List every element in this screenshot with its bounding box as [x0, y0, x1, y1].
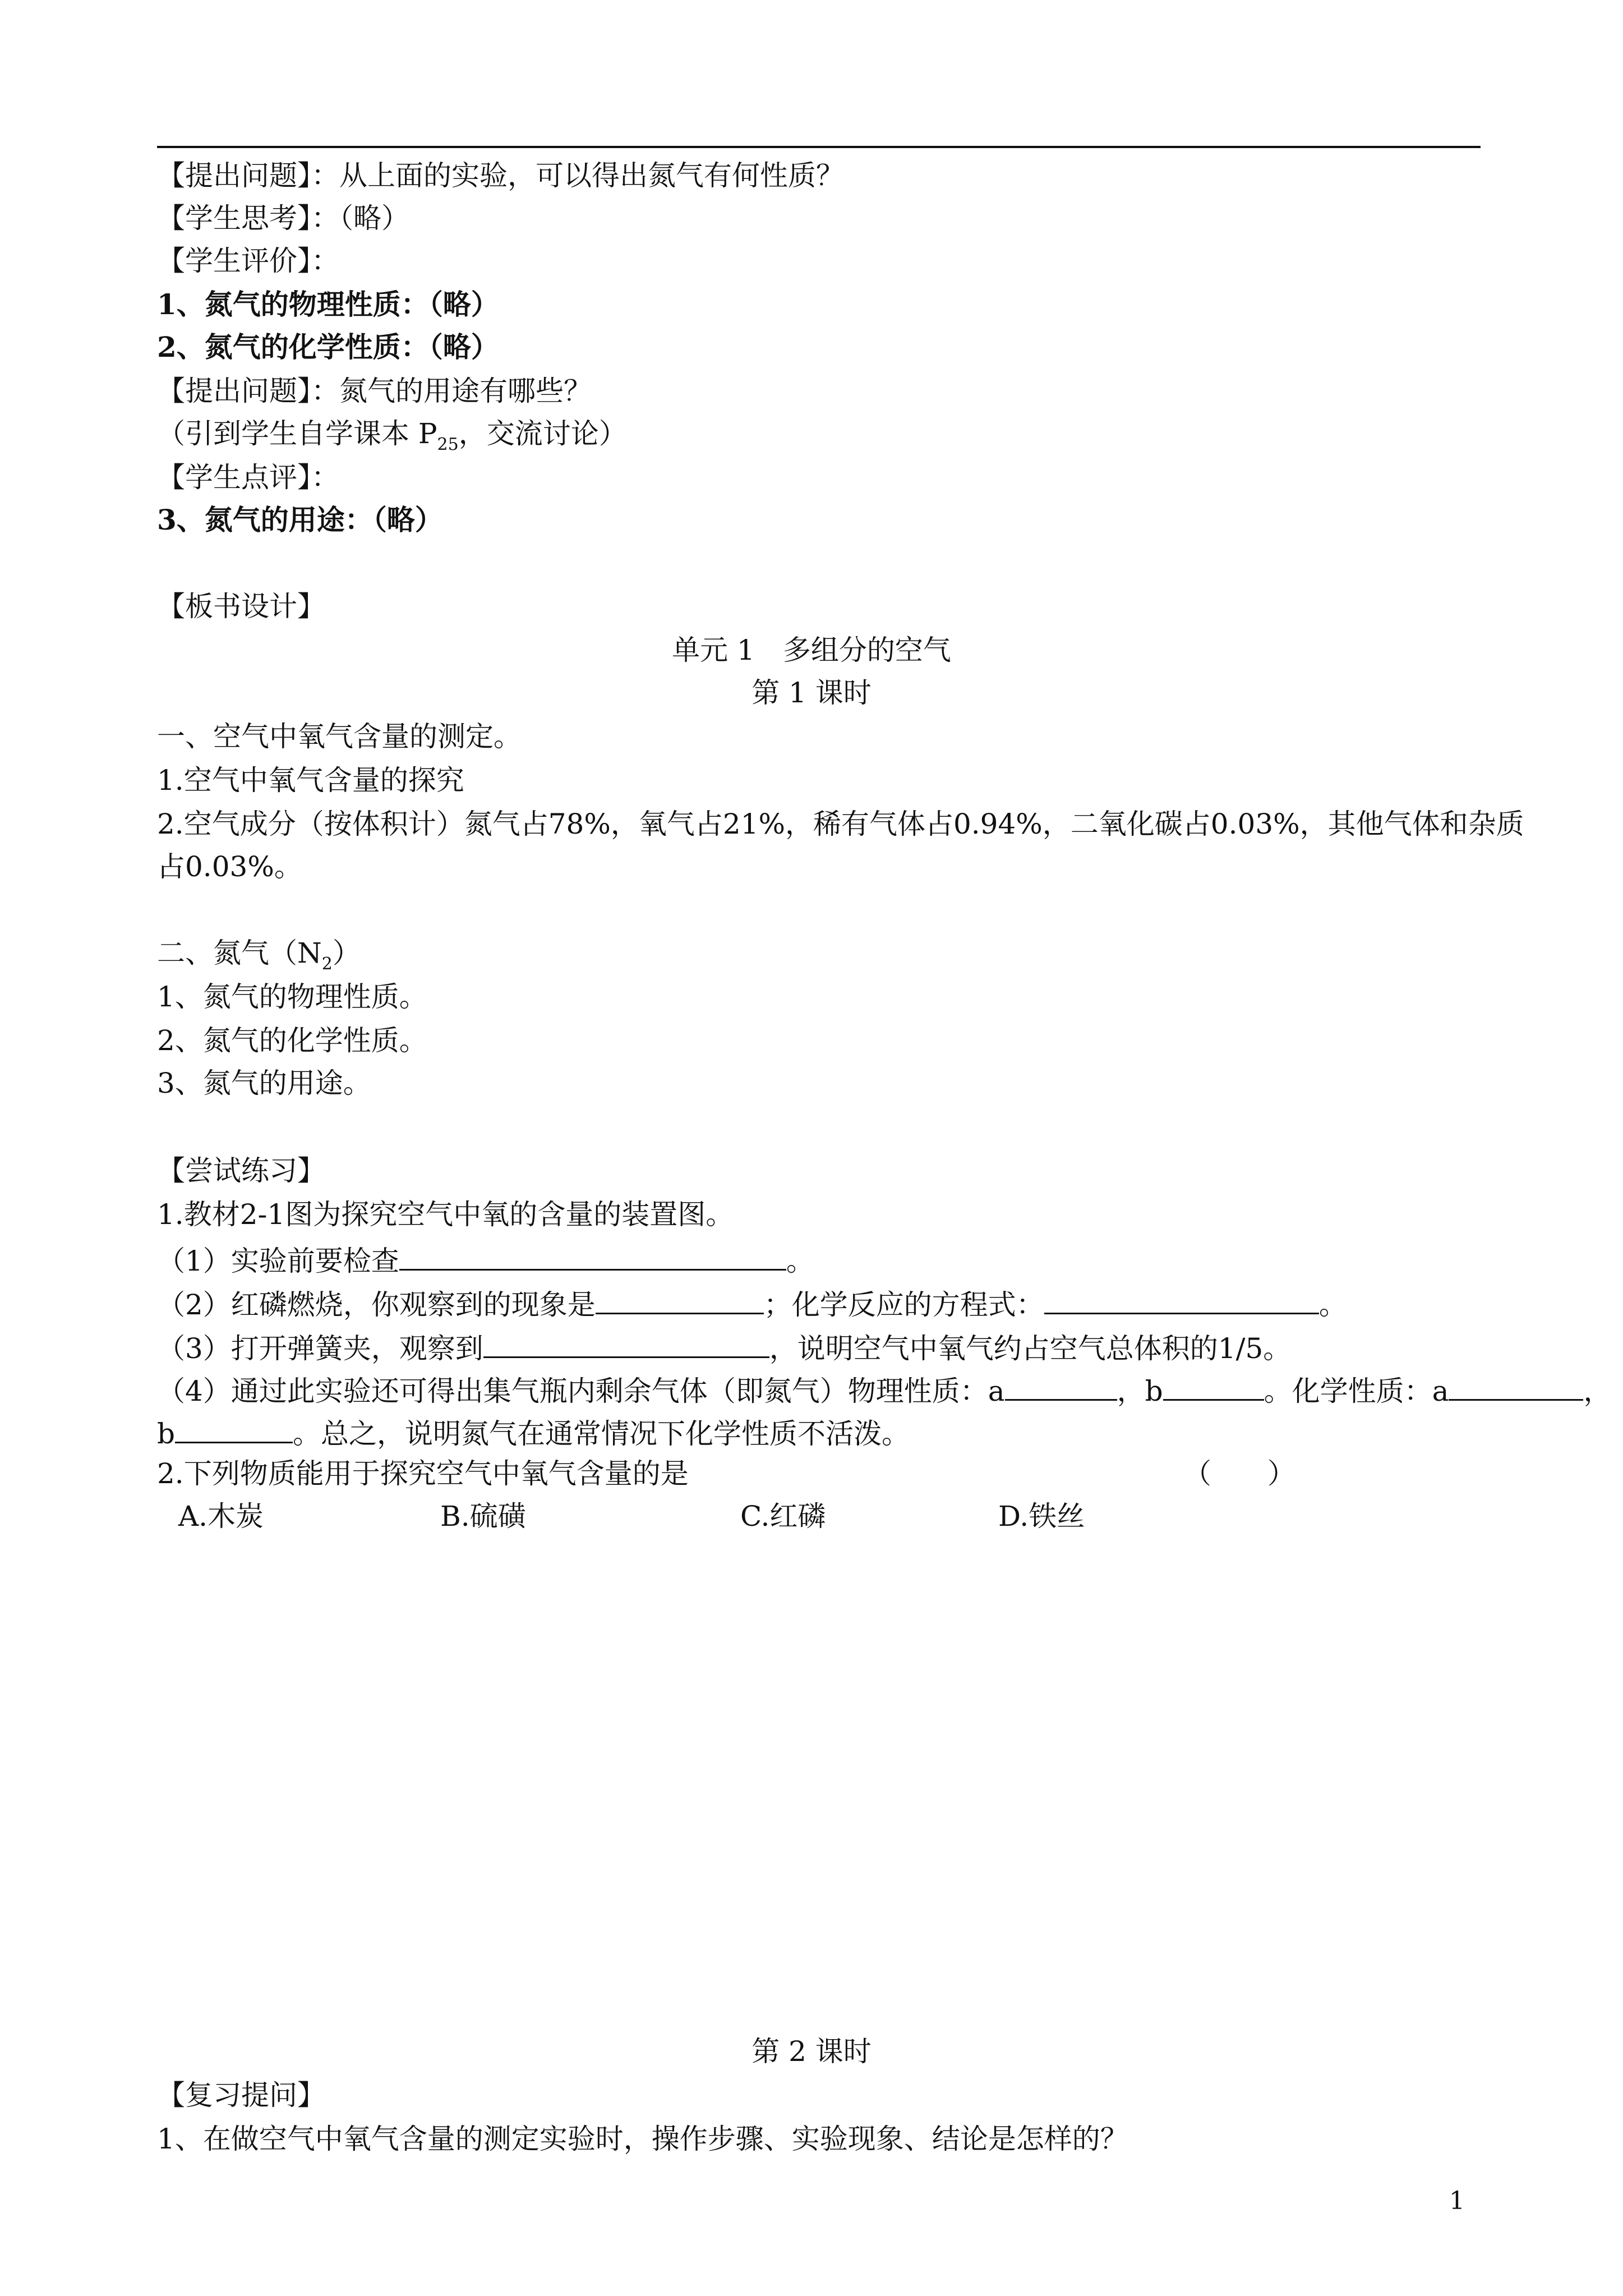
n2-subscript: 2 — [321, 954, 333, 974]
practice-question-1-part-4-cont — [157, 1417, 910, 1448]
section-1-heading: 一、空气中氧气含量的测定。 — [157, 720, 522, 753]
page-number: 1 — [1449, 2187, 1465, 2215]
self-study-text-end: ，交流讨论） — [458, 417, 627, 450]
header-rule — [157, 146, 1481, 148]
q1-3-text: （3）打开弹簧夹，观察到 — [157, 1332, 483, 1365]
intro-self-study — [157, 417, 627, 454]
page-subscript: 25 — [437, 435, 459, 454]
q1-2-text: （2）红磷燃烧，你观察到的现象是 — [157, 1289, 596, 1321]
intro-uses: 3、氮气的用途：（略） — [157, 503, 443, 536]
practice-heading: 【尝试练习】 — [157, 1154, 325, 1187]
q1-2-mid: ；化学反应的方程式： — [763, 1289, 1044, 1321]
answer-blank-equation[interactable] — [1044, 1288, 1319, 1314]
q1-5-b: b — [157, 1418, 176, 1450]
practice-question-1-part-3 — [157, 1332, 1291, 1363]
q1-1-end: 。 — [786, 1245, 814, 1277]
option-a: A.木炭 — [178, 1500, 264, 1533]
lesson-1-title: 第 1 课时 — [751, 677, 872, 709]
self-study-text: （引到学生自学课本 P — [157, 417, 437, 450]
answer-blank-phenomenon[interactable] — [596, 1288, 764, 1314]
intro-chemical-property: 2、氮气的化学性质：（略） — [157, 330, 499, 364]
section-2-item-1: 1、氮气的物理性质。 — [157, 981, 427, 1013]
option-b: B.硫磺 — [440, 1500, 526, 1533]
section-1-item-2: 2.空气成分（按体积计）氮气占78%，氧气占21%，稀有气体占0.94%，二氧化碳占0.03%，其他气体和杂质 — [157, 808, 1524, 840]
answer-blank-chemical-b[interactable] — [175, 1417, 293, 1443]
section-1-item-1: 1.空气中氧气含量的探究 — [157, 764, 464, 797]
intro-physical-property: 1、氮气的物理性质：（略） — [157, 288, 499, 321]
q1-4-chem: 。化学性质：a — [1264, 1375, 1449, 1407]
q1-4-text: （4）通过此实验还可得出集气瓶内剩余气体（即氮气）物理性质：a — [157, 1375, 1005, 1407]
section-2-text: 二、氮气（N — [157, 937, 322, 969]
q1-4-b: ，b — [1117, 1375, 1163, 1407]
q1-2-end: 。 — [1318, 1289, 1347, 1321]
lesson-2-title: 第 2 课时 — [751, 2035, 872, 2068]
q1-4-end: ， — [1583, 1375, 1612, 1407]
practice-question-1-part-1 — [157, 1244, 814, 1275]
practice-question-2: 2.下列物质能用于探究空气中氧气含量的是 — [157, 1457, 689, 1490]
intro-student-comment: 【学生点评】： — [157, 461, 339, 494]
practice-question-1-part-2 — [157, 1288, 1347, 1319]
section-2-heading — [157, 939, 361, 973]
option-d: D.铁丝 — [998, 1500, 1085, 1533]
unit-title: 单元 1 多组分的空气 — [672, 634, 951, 666]
intro-question-properties: 【提出问题】：从上面的实验，可以得出氮气有何性质？ — [157, 159, 844, 192]
answer-blank-physical-a[interactable] — [1005, 1374, 1117, 1401]
answer-blank-check[interactable] — [399, 1244, 786, 1271]
section-1-item-2-cont: 占0.03%。 — [157, 850, 302, 883]
intro-question-uses: 【提出问题】：氮气的用途有哪些？ — [157, 375, 592, 407]
review-question-1: 1、在做空气中氧气含量的测定实验时，操作步骤、实验现象、结论是怎样的？ — [157, 2123, 1128, 2155]
answer-blank-physical-b[interactable] — [1163, 1374, 1264, 1401]
intro-student-think: 【学生思考】：（略） — [157, 202, 409, 234]
q1-1-text: （1）实验前要检查 — [157, 1245, 399, 1277]
answer-paren[interactable]: （ ） — [1183, 1457, 1295, 1490]
board-heading: 【板书设计】 — [157, 590, 325, 623]
q1-5-text: 。总之，说明氮气在通常情况下化学性质不活泼。 — [293, 1418, 910, 1450]
section-2-text-end: ） — [332, 937, 361, 969]
practice-question-1: 1.教材2-1图为探究空气中氧的含量的装置图。 — [157, 1198, 734, 1231]
option-c: C.红磷 — [740, 1500, 826, 1533]
review-heading: 【复习提问】 — [157, 2079, 325, 2111]
answer-blank-observe[interactable] — [483, 1332, 769, 1358]
section-2-item-3: 3、氮气的用途。 — [157, 1067, 371, 1099]
section-2-item-2: 2、氮气的化学性质。 — [157, 1024, 427, 1057]
q1-3-end: ，说明空气中氧气约占空气总体积的1/5。 — [769, 1332, 1292, 1365]
practice-question-1-part-4 — [157, 1374, 1611, 1405]
intro-student-evaluate: 【学生评价】： — [157, 245, 339, 277]
answer-blank-chemical-a[interactable] — [1449, 1374, 1583, 1401]
